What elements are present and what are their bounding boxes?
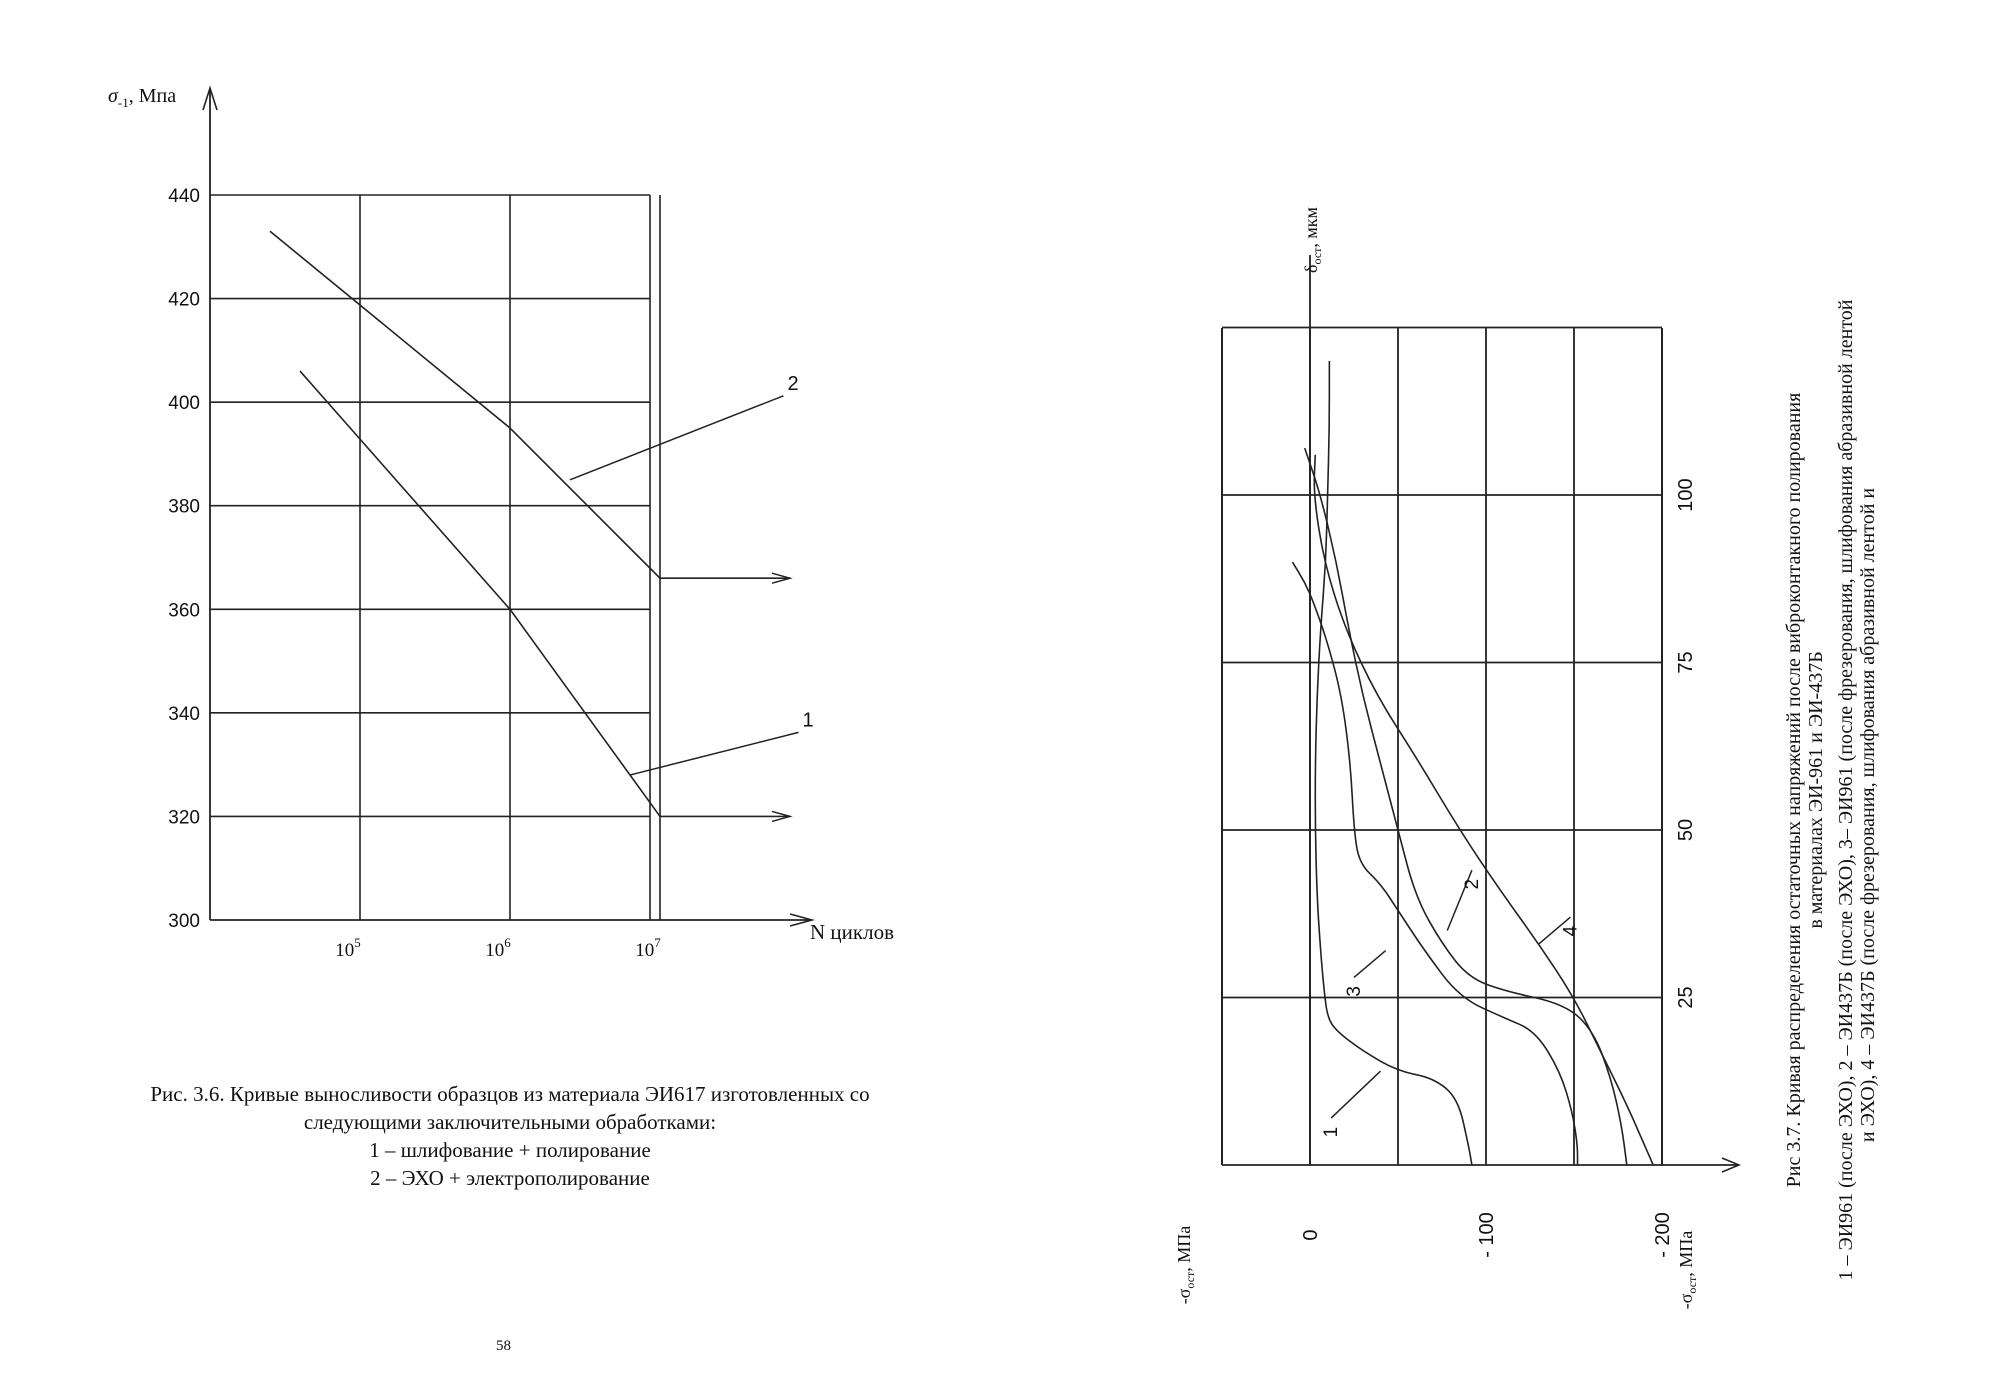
y-tick-label: 25 (1675, 986, 1697, 1009)
x-tick-exponent: 5 (354, 935, 361, 950)
series-2-label: 2 (1461, 878, 1483, 890)
caption-line: Рис. 3.6. Кривые выносливости образцов из материала ЭИ617 изготовленных со (150, 1082, 870, 1106)
y-tick-label: 440 (168, 186, 200, 207)
x-tick-label: $10^6$ (485, 935, 511, 961)
series-1-leader (630, 732, 799, 775)
y-tick-label: 360 (168, 600, 200, 622)
x-tick-exponent: 7 (654, 935, 661, 950)
y-axis-label-unit: , мкм (1301, 207, 1321, 248)
chart-series (270, 231, 799, 821)
chart-labels (108, 85, 894, 961)
series-3-label: 3 (1344, 986, 1365, 997)
page-number: 58 (496, 1338, 511, 1354)
caption-line: Рис 3.7. Кривая распределения остаточных напряжений после виброконтакного полирования (1783, 392, 1805, 1188)
y-axis-label-sub: ост (1310, 247, 1324, 265)
y-tick-label: 380 (168, 496, 200, 518)
x-tick-label: $10^5$ (335, 935, 361, 961)
caption-line: в материалах ЭИ-961 и ЭИ-437Б (1805, 651, 1827, 929)
series-1-curve (1315, 361, 1472, 1165)
x-axis-label-sub: ост (1685, 1276, 1699, 1294)
y-tick-label: 100 (1675, 478, 1697, 512)
series-1-label: 1 (1321, 1126, 1343, 1138)
chart-series (1292, 361, 1653, 1165)
y-axis-label-sub: -1 (117, 95, 129, 110)
series-4-curve (1314, 455, 1653, 1165)
y-tick-label: 400 (168, 393, 200, 415)
x-tick-label: - 100 (1476, 1212, 1498, 1258)
chart-axes (1310, 255, 1739, 1172)
chart-axes (203, 88, 812, 926)
x-axis-label-left-unit: , МПа (1174, 1225, 1194, 1272)
x-axis-label: N циклов (810, 920, 894, 944)
series-3-leader (1354, 951, 1386, 978)
caption-line: и ЭХО), 4 – ЭИ437Б (после фрезерования, шлифования абразивной лентой и (1857, 487, 1879, 1143)
y-tick-label: 50 (1675, 818, 1697, 842)
y-tick-label: 75 (1675, 651, 1697, 674)
x-tick-exponent: 6 (504, 935, 511, 950)
series-1-leader (1331, 1071, 1380, 1118)
series-1-line (300, 371, 660, 816)
caption-line: 1 – ЭИ961 (после ЭХО), 2 – ЭИ437Б (после ЭХО), 3– ЭИ961 (после фрезерования, шлифования абразивной лентой (1835, 299, 1857, 1281)
x-tick-label: 0 (1300, 1229, 1322, 1241)
y-axis-label: $\delta_{ост}$, мкм (1301, 207, 1324, 273)
y-tick-label: 320 (168, 807, 200, 829)
chart-labels (1174, 207, 1699, 1309)
chart-grid (210, 195, 660, 920)
figure-3-7-caption (1783, 299, 1879, 1280)
y-axis-label-unit: , Мпа (128, 85, 177, 107)
figure-3-6-caption (70, 1080, 950, 1192)
x-tick-label: $10^7$ (635, 935, 661, 961)
series-2-leader (570, 396, 784, 480)
caption-line: 1 – шлифование + полирование (369, 1138, 651, 1162)
y-tick-label: 420 (168, 289, 200, 311)
series-1-label: 1 (802, 709, 814, 732)
caption-line: следующими заключительными обработками: (303, 1110, 717, 1134)
x-axis-label-left: $-\sigma_{ост}$, МПа (1174, 1225, 1197, 1305)
y-tick-label: 300 (168, 911, 200, 932)
series-4-label: 4 (1560, 925, 1582, 937)
series-2-label: 2 (787, 372, 799, 395)
y-axis-label: $\sigma_{-1}$, Мпа (108, 85, 177, 110)
series-2-line (270, 231, 660, 578)
endurance-chart (90, 70, 950, 1050)
caption-line: 2 – ЭХО + электрополирование (370, 1166, 650, 1190)
series-3-curve (1292, 562, 1577, 1165)
x-axis-label: $-\sigma_{ост}$, МПа (1676, 1230, 1699, 1310)
x-tick-label: - 200 (1652, 1212, 1674, 1258)
x-axis-label-unit: , МПа (1676, 1230, 1696, 1277)
x-axis-label-left-sub: ост (1183, 1271, 1197, 1289)
y-tick-label: 340 (168, 703, 200, 725)
residual-stress-chart (1100, 100, 1880, 1310)
